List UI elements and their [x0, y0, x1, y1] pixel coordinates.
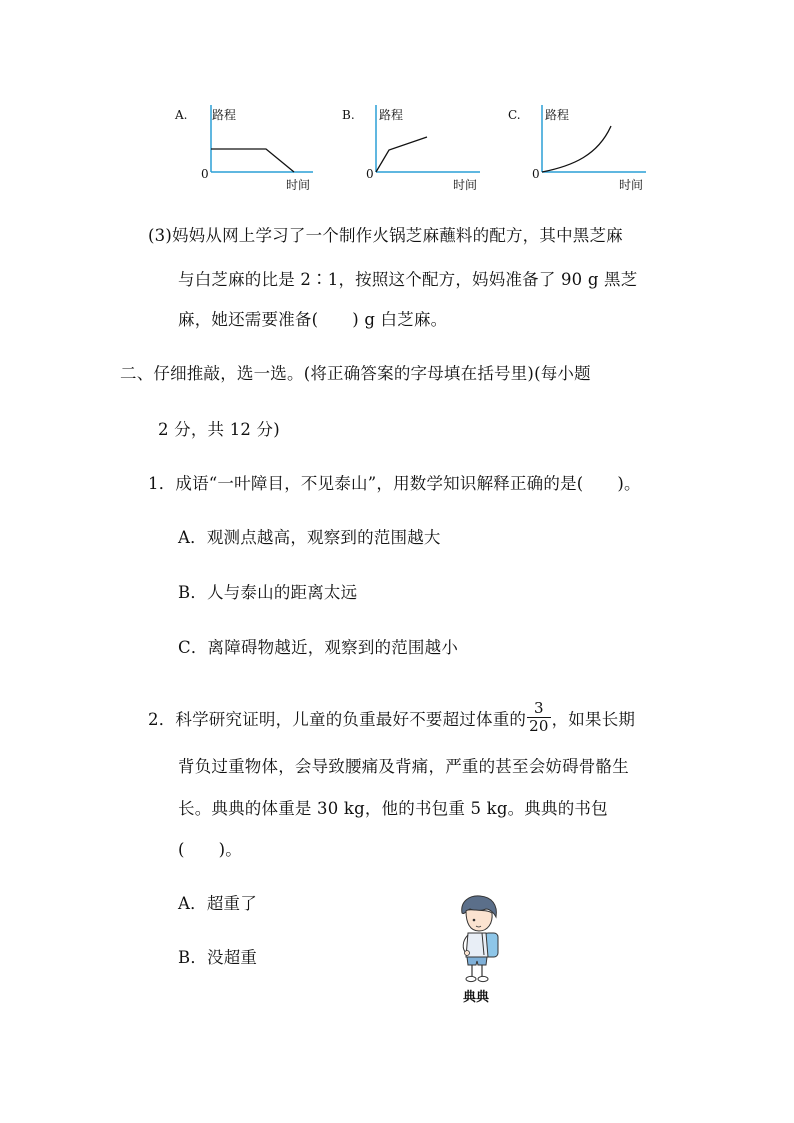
fraction-denominator: 20	[529, 717, 549, 735]
item2-option-b: B．没超重	[178, 948, 258, 967]
item2-line-4	[178, 840, 242, 860]
graph-b-xlabel: 时间	[453, 178, 478, 192]
q3-line-3-end: ) g 白芝麻。	[352, 310, 448, 329]
item1-stem-end: )。	[617, 474, 641, 493]
illustration-caption: 典典	[463, 990, 490, 1005]
graph-c-origin: 0	[532, 167, 540, 181]
graph-a-xlabel: 时间	[286, 178, 311, 192]
graph-c-ylabel: 路程	[545, 108, 570, 122]
boy-with-backpack-illustration	[448, 893, 508, 985]
item2-line-1-end: ，如果长期	[551, 710, 636, 729]
item1-stem-start: 1．成语“一叶障目，不见泰山”，用数学知识解释正确的是(	[148, 474, 584, 493]
item1-option-a: A．观测点越高，观察到的范围越大	[178, 528, 441, 547]
graph-a-plot	[170, 100, 320, 195]
graph-b-ylabel: 路程	[379, 108, 404, 122]
item2-line-4-end: )。	[218, 840, 242, 859]
q3-line-1: (3)妈妈从网上学习了一个制作火锅芝麻蘸料的配方，其中黑芝麻	[148, 226, 623, 245]
fraction-numerator: 3	[527, 700, 551, 718]
graph-a-ylabel: 路程	[212, 108, 237, 122]
graph-c-plot	[503, 100, 653, 195]
item2-line-2: 背负过重物体，会导致腰痛及背痛，严重的甚至会妨碍骨骼生	[178, 757, 629, 776]
graph-a	[170, 100, 320, 195]
item1-stem	[148, 474, 641, 494]
graph-b	[337, 100, 487, 195]
item2-line-1	[148, 699, 636, 738]
item2-line-1-start: 2．科学研究证明，儿童的负重最好不要超过体重的	[148, 710, 527, 729]
graph-c-letter: C.	[508, 108, 521, 122]
graph-b-plot	[337, 100, 487, 195]
graph-b-origin: 0	[366, 167, 374, 181]
graph-c	[503, 100, 653, 195]
item2-option-a: A．超重了	[178, 894, 257, 913]
q3-line-3-start: 麻，她还需要准备(	[178, 310, 319, 329]
graph-a-letter: A.	[175, 108, 188, 122]
q3-line-2: 与白芝麻的比是 2∶1，按照这个配方，妈妈准备了 90 g 黑芝	[178, 270, 638, 289]
graph-b-letter: B.	[342, 108, 355, 122]
graph-a-origin: 0	[201, 167, 209, 181]
item1-option-c: C．离障碍物越近，观察到的范围越小	[178, 638, 459, 657]
fraction	[527, 700, 551, 735]
section2-heading-line-2: 2 分，共 12 分)	[158, 420, 280, 439]
item1-option-b: B．人与泰山的距离太远	[178, 583, 358, 602]
graph-c-xlabel: 时间	[619, 178, 644, 192]
item2-line-3: 长。典典的体重是 30 kg，他的书包重 5 kg。典典的书包	[178, 799, 608, 818]
section2-heading-line-1: 二、仔细推敲，选一选。(将正确答案的字母填在括号里)(每小题	[120, 364, 591, 383]
q3-line-3	[178, 310, 447, 330]
item2-line-4-start: (	[178, 840, 185, 859]
